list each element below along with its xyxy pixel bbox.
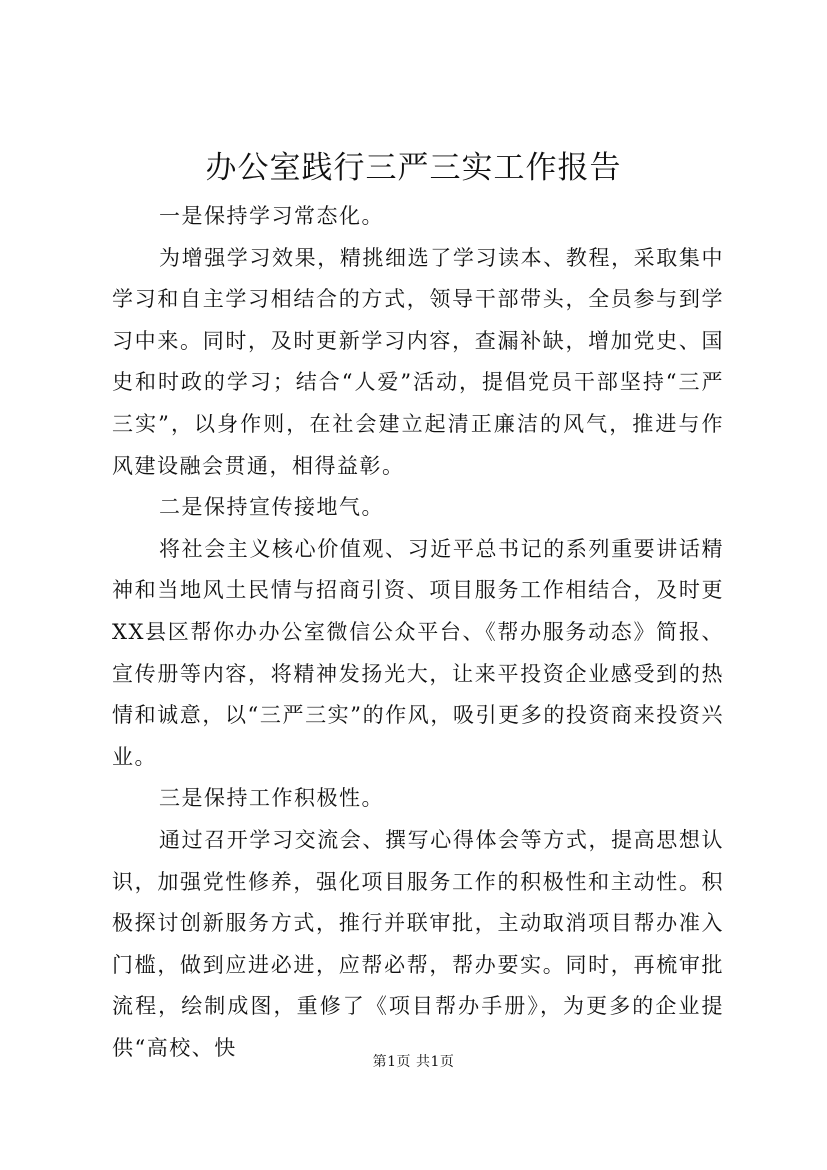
page-footer: 第1页 共1页 bbox=[372, 1054, 455, 1070]
paragraph-heading-3: 三是保持工作积极性。 bbox=[159, 786, 384, 811]
paragraph-heading-1: 一是保持学习常态化。 bbox=[159, 204, 384, 228]
paragraph-2: 将社会主义核心价值观、习近平总书记的系列重要讲话精神和当地风土民情与招商引资、项目服务工作相结合，及时更XX县区帮你办办公室微信公众平台、《帮办服务动态》简报、宣传册等内容，将精神发扬光大，让来平投资企业感受到的热情和诚意，以“三严三实”的作风，吸引更多的投资商来投资兴业。 bbox=[112, 536, 724, 769]
paragraph-1: 为增强学习效果，精挑细选了学习读本、教程，采取集中学习和自主学习相结合的方式，领导干部带头，全员参与到学习中来。同时，及时更新学习内容，查漏补缺，增加党史、国史和时政的学习；结合“人爱”活动，提倡党员干部坚持“三严三实”，以身作则，在社会建立起清正廉洁的风气，推进与作风建设融会贯通，相得益彰。 bbox=[112, 245, 724, 478]
paragraph-3: 通过召开学习交流会、撰写心得体会等方式，提高思想认识，加强党性修养，强化项目服务工作的积极性和主动性。积极探讨创新服务方式，推行并联审批，主动取消项目帮办准入门槛，做到应进必进，应帮必帮，帮办要实。同时，再梳审批流程，绘制成图，重修了《项目帮办手册》，为更多的企业提供“高校、快 bbox=[112, 827, 724, 1060]
document-body bbox=[112, 196, 724, 1069]
paragraph-heading-2: 二是保持宣传接地气。 bbox=[159, 495, 384, 520]
document-title: 办公室践行三严三实工作报告 bbox=[205, 150, 622, 186]
